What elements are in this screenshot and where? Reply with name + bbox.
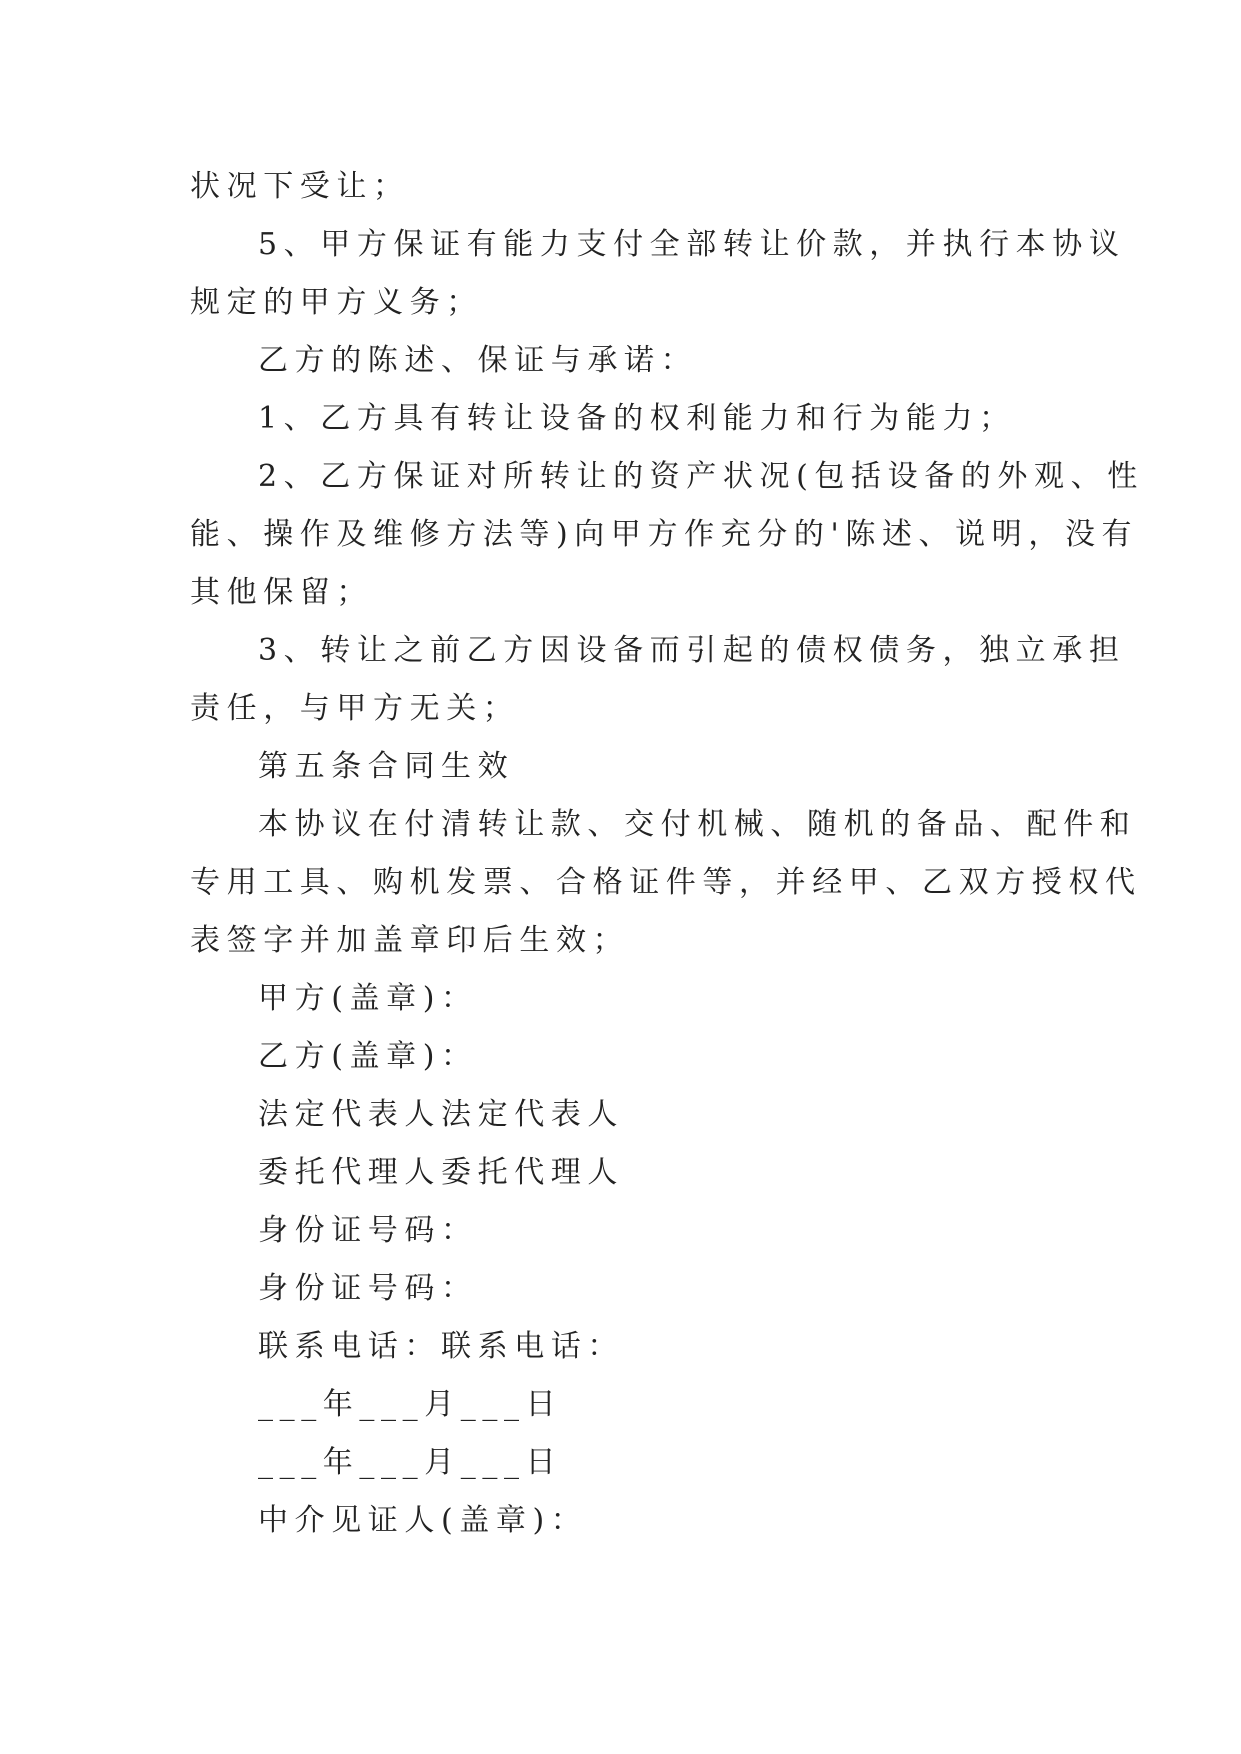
text-line: 能、操作及维修方法等)向甲方作充分的'陈述、说明，没有 (190, 517, 1139, 552)
authorized-agent-field: 委托代理人委托代理人 (258, 1155, 624, 1190)
legal-representative-field: 法定代表人法定代表人 (258, 1097, 624, 1132)
text-line: 状况下受让； (190, 169, 410, 204)
text-line: 2、乙方保证对所转让的资产状况(包括设备的外观、性 (258, 459, 1144, 494)
text-line: 其他保留； (190, 575, 373, 610)
article-heading: 第五条合同生效 (258, 749, 515, 784)
text-line: 表签字并加盖章印后生效； (190, 923, 630, 958)
date-field: ___年___月___日 (258, 1387, 563, 1422)
text-line: 本协议在付清转让款、交付机械、随机的备品、配件和 (258, 807, 1137, 842)
phone-field: 联系电话：联系电话： (258, 1329, 624, 1364)
signature-field-party-a: 甲方(盖章)： (258, 981, 478, 1016)
signature-field-party-b: 乙方(盖章)： (258, 1039, 478, 1074)
section-heading: 乙方的陈述、保证与承诺： (258, 343, 698, 378)
text-line: 3、转让之前乙方因设备而引起的债权债务，独立承担 (258, 633, 1126, 668)
document-body (190, 158, 1144, 1550)
date-field: ___年___月___日 (258, 1445, 563, 1480)
witness-signature-field: 中介见证人(盖章)： (258, 1503, 588, 1538)
text-line: 责任，与甲方无关； (190, 691, 520, 726)
text-line: 专用工具、购机发票、合格证件等，并经甲、乙双方授权代 (190, 865, 1142, 900)
id-number-field: 身份证号码： (258, 1213, 478, 1248)
text-line: 规定的甲方义务； (190, 285, 483, 320)
text-line: 5、甲方保证有能力支付全部转让价款，并执行本协议 (258, 227, 1126, 262)
text-line: 1、乙方具有转让设备的权利能力和行为能力； (258, 401, 1016, 436)
id-number-field: 身份证号码： (258, 1271, 478, 1306)
